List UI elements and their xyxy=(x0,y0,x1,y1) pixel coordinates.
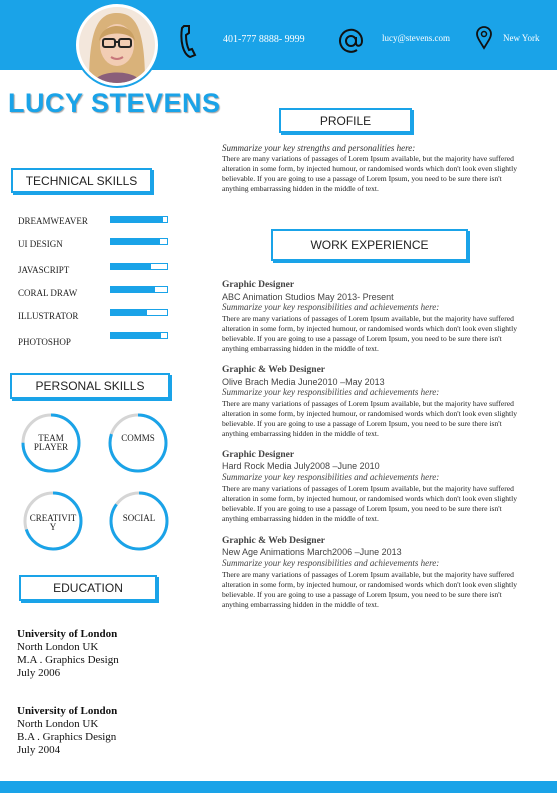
phone-icon xyxy=(178,24,198,58)
skill-label: PHOTOSHOP xyxy=(18,337,71,347)
education-entry xyxy=(17,705,117,757)
job-description: There are many variations of passages of Lorem Ipsum available, but the majority have suffered alteration in some form, by injected humour, or randomised words which don't look even slightly believable. If you are going to use a passage of Lorem Ipsum, you need to be sure there isn't anything embarrassing hidden in the middle of text. xyxy=(222,570,518,609)
location-text: New York xyxy=(503,33,540,43)
education-location: North London UK xyxy=(17,641,99,653)
education-date: July 2006 xyxy=(17,667,61,679)
profile-text: There are many variations of passages of Lorem Ipsum available, but the majority have suffered alteration in some form, by injected humour, or randomised words which don't look even slightly believable. If you are going to use a passage of Lorem Ipsum, you need to be sure there isn't anything embarrassing hidden in the middle of text. xyxy=(222,154,518,193)
skill-label: JAVASCRIPT xyxy=(18,265,70,275)
skill-bar xyxy=(110,286,168,293)
skill-bar-fill xyxy=(111,239,160,244)
profile-subheading: Summarize your key strengths and personalities here: xyxy=(222,143,416,153)
profile-photo xyxy=(76,4,158,86)
job-title: Graphic & Web Designer xyxy=(222,365,326,375)
education-date: July 2004 xyxy=(17,744,61,756)
skill-bar xyxy=(110,216,168,223)
skill-bar-fill xyxy=(111,287,155,292)
skill-bar-fill xyxy=(111,264,151,269)
skill-ring-label: SOCIAL xyxy=(122,513,156,523)
job-responsibilities-heading: Summarize your key responsibilities and achievements here: xyxy=(222,302,440,312)
profile-heading: PROFILE xyxy=(279,108,412,133)
skill-bar-fill xyxy=(111,310,147,315)
skill-label: UI DESIGN xyxy=(18,239,63,249)
portrait-image xyxy=(79,7,155,83)
education-heading: EDUCATION xyxy=(19,575,157,601)
phone-number: 401-777 8888- 9999 xyxy=(223,34,305,45)
education-institution: University of London xyxy=(17,705,118,717)
education-location: North London UK xyxy=(17,718,99,730)
location-pin-icon xyxy=(476,26,492,50)
skill-label: ILLUSTRATOR xyxy=(18,311,79,321)
skill-label: DREAMWEAVER xyxy=(18,216,88,226)
skill-bar-fill xyxy=(111,333,161,338)
skill-ring-label: CREATIVIT Y xyxy=(29,513,77,532)
job-responsibilities-heading: Summarize your key responsibilities and achievements here: xyxy=(222,387,440,397)
job-company: ABC Animation Studios May 2013- Present xyxy=(222,292,394,302)
job-title: Graphic Designer xyxy=(222,280,295,290)
skill-ring-label: TEAM PLAYER xyxy=(33,433,69,452)
job-responsibilities-heading: Summarize your key responsibilities and achievements here: xyxy=(222,472,440,482)
email-address: lucy@stevens.com xyxy=(382,33,451,43)
skill-bar xyxy=(110,263,168,270)
job-description: There are many variations of passages of Lorem Ipsum available, but the majority have suffered alteration in some form, by injected humour, or randomised words which don't look even slightly believable. If you are going to use a passage of Lorem Ipsum, you need to be sure there isn't anything embarrassing hidden in the middle of text. xyxy=(222,484,518,523)
work-experience-heading: WORK EXPERIENCE xyxy=(271,229,468,261)
job-title: Graphic Designer xyxy=(222,450,295,460)
job-description: There are many variations of passages of Lorem Ipsum available, but the majority have suffered alteration in some form, by injected humour, or randomised words which don't look even slightly believable. If you are going to use a passage of Lorem Ipsum, you need to be sure there isn't anything embarrassing hidden in the middle of text. xyxy=(222,399,518,438)
technical-skills-heading: TECHNICAL SKILLS xyxy=(11,168,152,193)
job-title: Graphic & Web Designer xyxy=(222,536,326,546)
skill-ring-label: COMMS xyxy=(121,433,155,443)
education-degree: M.A . Graphics Design xyxy=(17,654,119,666)
at-icon xyxy=(338,28,364,54)
skill-bar xyxy=(110,238,168,245)
skill-bar-fill xyxy=(111,217,163,222)
skill-bar xyxy=(110,309,168,316)
education-institution: University of London xyxy=(17,628,118,640)
job-description: There are many variations of passages of Lorem Ipsum available, but the majority have suffered alteration in some form, by injected humour, or randomised words which don't look even slightly believable. If you are going to use a passage of Lorem Ipsum, you need to be sure there isn't anything embarrassing hidden in the middle of text. xyxy=(222,314,518,353)
job-company: Hard Rock Media July2008 –June 2010 xyxy=(222,461,380,471)
job-responsibilities-heading: Summarize your key responsibilities and achievements here: xyxy=(222,558,440,568)
skill-ring xyxy=(108,413,168,473)
skill-bar xyxy=(110,332,168,339)
footer-bar xyxy=(0,781,557,793)
personal-skills-heading: PERSONAL SKILLS xyxy=(10,373,170,399)
candidate-name: LUCY STEVENS xyxy=(8,88,221,118)
job-company: Olive Brach Media June2010 –May 2013 xyxy=(222,377,385,387)
job-company: New Age Animations March2006 –June 2013 xyxy=(222,547,402,557)
education-entry xyxy=(17,628,119,680)
skill-label: CORAL DRAW xyxy=(18,288,78,298)
education-degree: B.A . Graphics Design xyxy=(17,731,117,743)
